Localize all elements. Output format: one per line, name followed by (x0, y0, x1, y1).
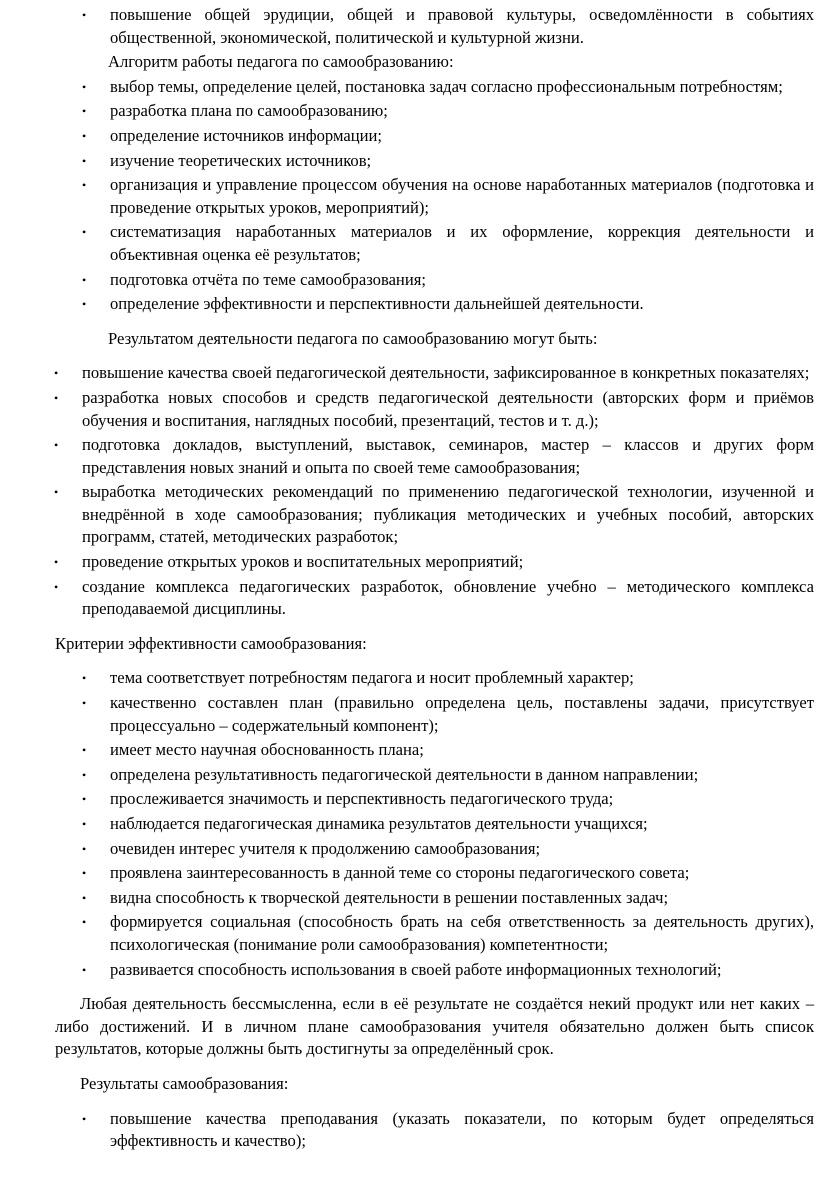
list-item: • развивается способность использования в своей работе информационных технологий; (110, 959, 814, 982)
bullet-icon: • (82, 8, 87, 22)
list-item: • создание комплекса педагогических разработок, обновление учебно – методического комплекса преподаваемой дисциплины. (54, 576, 814, 619)
bullet-icon: • (82, 890, 87, 905)
bullet-icon: • (82, 178, 87, 193)
list-item: • тема соответствует потребностям педагога и носит проблемный характер; (110, 667, 814, 690)
list-item: • определение источников информации; (110, 125, 814, 148)
list-item: • очевиден интерес учителя к продолжению самообразования; (110, 838, 814, 861)
bullet-icon: • (82, 153, 87, 168)
bullet-icon: • (82, 297, 87, 312)
bullet-icon: • (54, 579, 59, 594)
list-item: • определение эффективности и перспективности дальнейшей деятельности. (110, 293, 814, 316)
list-item: • определена результативность педагогической деятельности в данном направлении; (110, 764, 814, 787)
bullet-icon: • (54, 390, 59, 405)
outcomes-heading: Результаты самообразования: (80, 1073, 289, 1093)
bullet-icon: • (82, 671, 87, 686)
bullet-icon: • (54, 366, 59, 381)
algorithm-heading: Алгоритм работы педагога по самообразованию: (108, 52, 454, 72)
list-item: • проведение открытых уроков и воспитательных мероприятий; (82, 551, 814, 574)
list-item: • разработка новых способов и средств педагогической деятельности (авторских форм и приёмов обучения и воспитания, наглядных пособий, презентаций, тестов и т. д.); (54, 387, 814, 430)
list-item: • проявлена заинтересованность в данной теме со стороны педагогического совета; (110, 862, 814, 885)
list-item: • видна способность к творческой деятельности в решении поставленных задач; (110, 887, 814, 910)
bullet-icon: • (82, 128, 87, 143)
list-item: • выработка методических рекомендаций по применению педагогической технологии, изученной и внедрённой в ходе самообразования; публикация методических и учебных пособий, авторских программ, статей, методических разработок; (54, 482, 814, 547)
bullet-icon: • (82, 915, 87, 930)
list-item: • выбор темы, определение целей, постановка задач согласно профессиональным потребностям; (110, 76, 814, 99)
bullet-icon: • (82, 1111, 87, 1126)
list-item: • разработка плана по самообразованию; (110, 100, 814, 123)
list-item: • наблюдается педагогическая динамика результатов деятельности учащихся; (110, 813, 814, 836)
bullet-icon: • (82, 696, 87, 711)
list-item: • изучение теоретических источников; (110, 150, 814, 173)
list-item: • имеет место научная обоснованность плана; (110, 739, 814, 762)
bullet-icon: • (82, 962, 87, 977)
list-item: • подготовка докладов, выступлений, выставок, семинаров, мастер – классов и других форм представления новых знаний и опыта по своей теме самообразования; (54, 435, 814, 477)
list-item: • формируется социальная (способность брать на себя ответственность за деятельность других), психологическая (понимание роли самообразования) компетентности; (82, 912, 814, 954)
bullet-icon: • (82, 792, 87, 807)
bullet-icon: • (82, 841, 87, 856)
bullet-icon: • (82, 104, 87, 119)
criteria-heading: Критерии эффективности самообразования: (55, 633, 367, 653)
list-item: • качественно составлен план (правильно определена цель, поставлены задачи, присутствует процессуально – содержательный компонент); (82, 693, 814, 735)
list-item: • систематизация наработанных материалов и их оформление, коррекция деятельности и объективная оценка её результатов; (82, 222, 814, 264)
bullet-icon: • (82, 866, 87, 881)
bullet-icon: • (82, 272, 87, 287)
bullet-icon: • (54, 438, 59, 453)
bullet-icon: • (82, 743, 87, 758)
list-item: • подготовка отчёта по теме самообразования; (110, 269, 814, 292)
bullet-icon: • (54, 485, 59, 500)
bullet-icon: • (82, 817, 87, 831)
bullet-icon: • (82, 79, 87, 94)
list-item: • повышение качества преподавания (указать показатели, по которым будет определяться эффективность и качество); (82, 1108, 814, 1151)
bullet-icon: • (54, 555, 59, 570)
list-item: • повышение качества своей педагогической деятельности, зафиксированное в конкретных показателях; (82, 362, 814, 385)
criteria-list (0, 667, 816, 981)
conclusion-paragraph: Любая деятельность бессмысленна, если в её результате не создаётся некий продукт или нет каких – либо достижений. И в личном плане самообразования учителя обязательно должен быть список результатов, которые должны быть достигнуты за определённый срок. (55, 994, 814, 1059)
list-item: • организация и управление процессом обучения на основе наработанных материалов (подготовка и проведение открытых уроков, мероприятий); (82, 175, 814, 217)
algorithm-list (0, 76, 816, 316)
results-heading: Результатом деятельности педагога по самообразованию могут быть: (108, 328, 598, 348)
outcomes-list (0, 1108, 816, 1153)
bullet-icon: • (82, 767, 87, 782)
top-list (0, 4, 816, 49)
bullet-icon: • (82, 225, 87, 240)
list-item: • прослеживается значимость и перспективность педагогического труда; (110, 788, 814, 811)
list-item: • повышение общей эрудиции, общей и правовой культуры, осведомлённости в событиях общественной, экономической, политической и культурной жизни. (82, 5, 814, 47)
results-list (0, 362, 816, 621)
